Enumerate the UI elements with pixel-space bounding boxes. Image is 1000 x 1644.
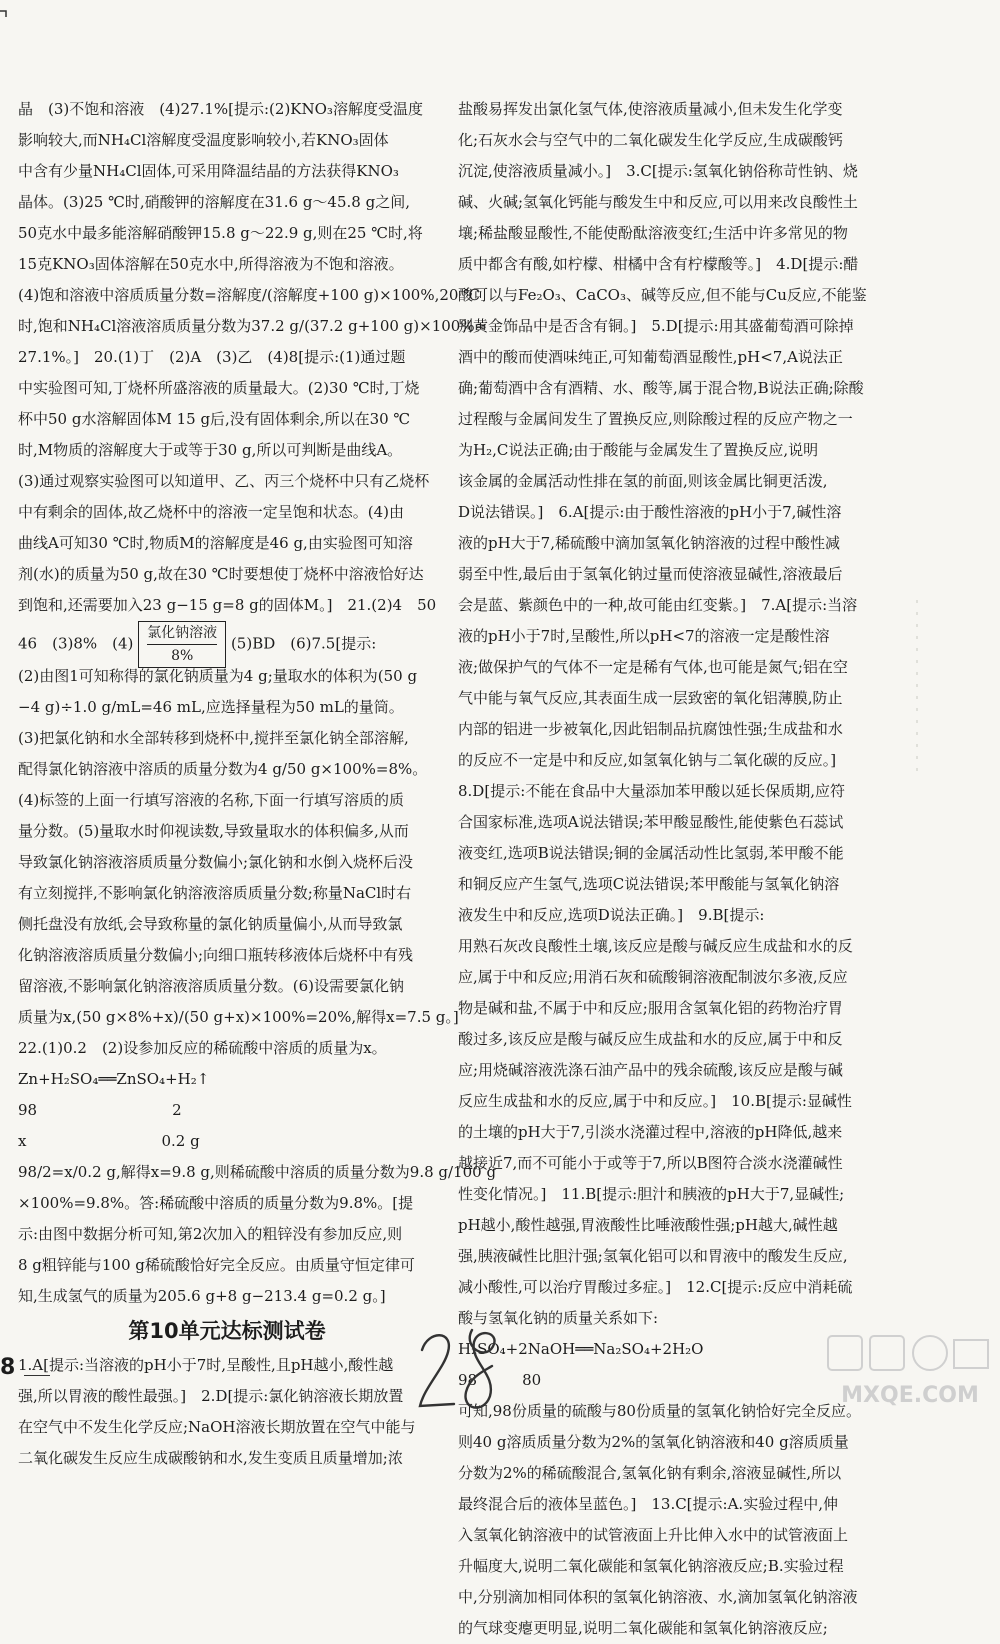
left-text-line: 22.(1)0.2 (2)设参加反应的稀硫酸中溶质的质量为x。 (18, 1039, 387, 1057)
right-text-line: 确;葡萄酒中含有酒精、水、酸等,属于混合物,B说法正确;除酸 (458, 379, 864, 397)
left-text-line: ×100%=9.8%。答:稀硫酸中溶质的质量分数为9.8%。[提 (18, 1194, 414, 1212)
left-text-line: 强,所以胃液的酸性最强。] 2.D[提示:氯化钠溶液长期放置 (18, 1387, 404, 1405)
watermark-text: MXQE.COM (841, 1383, 979, 1408)
left-text-line: (4)标签的上面一行填写溶液的名称,下面一行填写溶质的质 (18, 791, 405, 809)
left-text-line: 杯中50 g水溶解固体M 15 g后,没有固体剩余,所以在30 ℃ (18, 410, 411, 428)
left-text-line: 示:由图中数据分析可知,第2次加入的粗锌没有参加反应,则 (18, 1225, 403, 1243)
left-text-line: 有立刻搅拌,不影响氯化钠溶液溶质质量分数;称量NaCl时右 (18, 884, 412, 902)
right-text-line: 升幅度大,说明二氧化碳能和氢氧化钠溶液反应;B.实验过程 (458, 1557, 844, 1575)
right-text-line: 内部的铝进一步被氧化,因此铝制品抗腐蚀性强;生成盐和水 (458, 720, 843, 738)
right-text-line: 分数为2%的稀硫酸混合,氢氧化钠有剩余,溶液显碱性,所以 (458, 1464, 842, 1482)
left-text-line: 侧托盘没有放纸,会导致称量的氯化钠质量偏小,从而导致氯 (18, 915, 403, 933)
right-text-line: 气中能与氧气反应,其表面生成一层致密的氧化铝薄膜,防止 (458, 689, 843, 707)
left-text-line: 在空气中不发生化学反应;NaOH溶液长期放置在空气中能与 (18, 1418, 416, 1436)
right-text-line: 的气球变瘪更明显,说明二氧化碳能和氢氧化钠溶液反应; (458, 1619, 828, 1637)
right-text-line: 越接近7,而不可能小于或等于7,所以B图符合淡水浇灌碱性 (458, 1154, 843, 1172)
section-heading: 第10单元达标测试卷 (128, 1319, 326, 1343)
left-text-line: 曲线A可知30 ℃时,物质M的溶解度是46 g,由实验图可知溶 (18, 534, 413, 552)
right-text-line: 中,分别滴加相同体积的氢氧化钠溶液、水,滴加氢氧化钠溶液 (458, 1588, 858, 1606)
right-text-line: 减小酸性,可以治疗胃酸过多症。] 12.C[提示:反应中消耗硫 (458, 1278, 853, 1296)
watermark-logo-icon (822, 1330, 998, 1420)
right-text-line: 液的pH小于7时,呈酸性,所以pH<7的溶液一定是酸性溶 (458, 627, 830, 645)
label-line-before: 46 (3)8% (4) (18, 634, 134, 653)
left-text-line: 98 2 (18, 1101, 182, 1119)
left-text-line: 导致氯化钠溶液溶质质量分数偏小;氯化钠和水倒入烧杯后没 (18, 853, 414, 871)
edge-mark-icon (0, 8, 10, 18)
right-text-line: D说法错误。] 6.A[提示:由于酸性溶液的pH小于7,碱性溶 (458, 503, 842, 521)
right-text-line: H₂SO₄+2NaOH══Na₂SO₄+2H₂O (458, 1340, 704, 1358)
right-text-line: 质中都含有酸,如柠檬、柑橘中含有柠檬酸等。] 4.D[提示:醋 (458, 255, 859, 273)
left-text-line: 配得氯化钠溶液中溶质的质量分数为4 g/50 g×100%=8%。 (18, 760, 428, 778)
left-column (18, 94, 497, 1474)
left-text-line: 留溶液,不影响氯化钠溶液溶质质量分数。(6)设需要氯化钠 (18, 977, 405, 995)
right-text-line: 8.D[提示:不能在食品中大量添加苯甲酸以延长保质期,应符 (458, 782, 846, 800)
left-text-line: −4 g)÷1.0 g/mL=46 mL,应选择量程为50 mL的量筒。 (18, 698, 404, 716)
right-text-line: 的反应不一定是中和反应,如氢氧化钠与二氧化碳的反应。] (458, 751, 837, 769)
right-text-line: 沉淀,使溶液质量减小。] 3.C[提示:氢氧化钠俗称苛性钠、烧 (458, 162, 858, 180)
right-text-line: 壤;稀盐酸显酸性,不能使酚酞溶液变红;生活中许多常见的物 (458, 224, 848, 242)
left-text-line: (2)由图1可知称得的氯化钠质量为4 g;量取水的体积为(50 g (18, 667, 418, 685)
left-text-line: 中有剩余的固体,故乙烧杯中的溶液一定呈饱和状态。(4)由 (18, 503, 405, 521)
solution-label-line (18, 621, 436, 664)
right-column (458, 94, 878, 1644)
page-number-rule (24, 1375, 50, 1376)
right-text-line: 用熟石灰改良酸性土壤,该反应是酸与碱反应生成盐和水的反 (458, 937, 853, 955)
right-text-line: 液;做保护气的气体不一定是稀有气体,也可能是氮气;铝在空 (458, 658, 848, 676)
right-text-line: 和铜反应产生氢气,选项C说法错误;苯甲酸能与氢氧化钠溶 (458, 875, 840, 893)
right-text-line: 则40 g溶质质量分数为2%的氢氧化钠溶液和40 g溶质质量 (458, 1433, 849, 1451)
left-text-line: (4)饱和溶液中溶质质量分数=溶解度/(溶解度+100 g)×100%,20 ℃ (18, 286, 480, 304)
page-number: 8 (0, 1355, 16, 1380)
right-text-line: 反应生成盐和水的反应,属于中和反应。] 10.B[提示:显碱性 (458, 1092, 852, 1110)
right-text-line: 应;用烧碱溶液洗涤石油产品中的残余硫酸,该反应是酸与碱 (458, 1061, 843, 1079)
left-text-line: 量分数。(5)量取水时仰视读数,导致量取水的体积偏多,从而 (18, 822, 409, 840)
left-text-line: Zn+H₂SO₄══ZnSO₄+H₂↑ (18, 1070, 210, 1088)
right-text-line: 应,属于中和反应;用消石灰和硫酸铜溶液配制波尔多液,反应 (458, 968, 848, 986)
right-text-line: 98 80 (458, 1371, 542, 1389)
left-text-line: x 0.2 g (18, 1132, 200, 1150)
right-text-line: 酸可以与Fe₂O₃、CaCO₃、碱等反应,但不能与Cu反应,不能鉴 (458, 286, 867, 304)
left-text-line: 剂(水)的质量为50 g,故在30 ℃时要想使丁烧杯中溶液恰好达 (18, 565, 424, 583)
right-text-line: 会是蓝、紫颜色中的一种,故可能由红变紫。] 7.A[提示:当溶 (458, 596, 858, 614)
left-text-line: 8 g粗锌能与100 g稀硫酸恰好完全反应。由质量守恒定律可 (18, 1256, 415, 1274)
right-text-line: 液的pH大于7,稀硫酸中滴加氢氧化钠溶液的过程中酸性减 (458, 534, 840, 552)
right-text-line: 物是碱和盐,不属于中和反应;服用含氢氧化铝的药物治疗胃 (458, 999, 843, 1017)
right-text-line: 入氢氧化钠溶液中的试管液面上升比伸入水中的试管液面上 (458, 1526, 849, 1544)
left-text-line: 时,饱和NH₄Cl溶液溶质质量分数为37.2 g/(37.2 g+100 g)×100%≈ (18, 317, 488, 335)
left-text-line: 到饱和,还需要加入23 g−15 g=8 g的固体M。] 21.(2)4 50 (18, 596, 437, 614)
right-text-line: 为H₂,C说法正确;由于酸能与金属发生了置换反应,说明 (458, 441, 819, 459)
left-text-line: 98/2=x/0.2 g,解得x=9.8 g,则稀硫酸中溶质的质量分数为9.8 g/100 g (18, 1163, 497, 1181)
left-text-line: 时,M物质的溶解度大于或等于30 g,所以可判断是曲线A。 (18, 441, 403, 459)
left-text-line: 影响较大,而NH₄Cl溶解度受温度影响较小,若KNO₃固体 (18, 131, 389, 149)
left-text-line: 二氧化碳发生反应生成碳酸钠和水,发生变质且质量增加;浓 (18, 1449, 403, 1467)
scan-specks-icon (905, 600, 935, 780)
left-text-line: 中实验图可知,丁烧杯所盛溶液的质量最大。(2)30 ℃时,丁烧 (18, 379, 420, 397)
left-text-line: (3)通过观察实验图可以知道甲、乙、丙三个烧杯中只有乙烧杯 (18, 472, 430, 490)
left-text-line: 50克水中最多能溶解硝酸钾15.8 g～22.9 g,则在25 ℃时,将 (18, 224, 423, 242)
left-text-line: 化钠溶液溶质质量分数偏小;向细口瓶转移液体后烧杯中有残 (18, 946, 414, 964)
right-text-line: 化;石灰水会与空气中的二氧化碳发生化学反应,生成碳酸钙 (458, 131, 843, 149)
label-box-fraction: 8% (171, 648, 194, 664)
right-text-line: 酒中的酸而使酒味纯正,可知葡萄酒显酸性,pH<7,A说法正 (458, 348, 843, 366)
left-text-line: 知,生成氢气的质量为205.6 g+8 g−213.4 g=0.2 g。] (18, 1287, 386, 1305)
left-text-line: 1.A[提示:当溶液的pH小于7时,呈酸性,且pH越小,酸性越 (18, 1356, 394, 1374)
right-text-line: 强,胰液碱性比胆汁强;氢氧化铝可以和胃液中的酸发生反应, (458, 1247, 848, 1265)
right-text-line: 酸过多,该反应是酸与碱反应生成盐和水的反应,属于中和反 (458, 1030, 843, 1048)
left-text-line: 质量为x,(50 g×8%+x)/(50 g+x)×100%=20%,解得x=7.5 g。] (18, 1008, 459, 1026)
left-text-line: 晶体。(3)25 ℃时,硝酸钾的溶解度在31.6 g～45.8 g之间, (18, 193, 410, 211)
left-text-line: 中含有少量NH₄Cl固体,可采用降温结晶的方法获得KNO₃ (18, 162, 399, 180)
right-text-line: 酸与氢氧化钠的质量关系如下: (458, 1309, 659, 1327)
left-text-line: 晶 (3)不饱和溶液 (4)27.1%[提示:(2)KNO₃溶解度受温度 (18, 100, 423, 118)
right-text-line: 的土壤的pH大于7,引淡水浇灌过程中,溶液的pH降低,越来 (458, 1123, 843, 1141)
right-text-line: 别黄金饰品中是否含有铜。] 5.D[提示:用其盛葡萄酒可除掉 (458, 317, 854, 335)
left-text-line: 27.1%。] 20.(1)丁 (2)A (3)乙 (4)8[提示:(1)通过题 (18, 348, 406, 366)
right-text-line: 性变化情况。] 11.B[提示:胆汁和胰液的pH大于7,显碱性; (458, 1185, 845, 1203)
right-text-line: 碱、火碱;氢氧化钙能与酸发生中和反应,可以用来改良酸性土 (458, 193, 858, 211)
right-text-line: 盐酸易挥发出氯化氢气体,使溶液质量减小,但未发生化学变 (458, 100, 843, 118)
right-text-line: 过程酸与金属间发生了置换反应,则除酸过程的反应产物之一 (458, 410, 853, 428)
right-text-line: 液变红,选项B说法错误;铜的金属活动性比氢弱,苯甲酸不能 (458, 844, 844, 862)
label-line-after: (5)BD (6)7.5[提示: (230, 634, 377, 653)
right-text-line: 合国家标准,选项A说法错误;苯甲酸显酸性,能使紫色石蕊试 (458, 813, 844, 831)
left-text-line: (3)把氯化钠和水全部转移到烧杯中,搅拌至氯化钠全部溶解, (18, 729, 409, 747)
right-text-line: 液发生中和反应,选项D说法正确。] 9.B[提示: (458, 906, 765, 924)
right-text-line: 弱至中性,最后由于氢氧化钠过量而使溶液显碱性,溶液最后 (458, 565, 843, 583)
label-box-name: 氯化钠溶液 (147, 622, 217, 645)
right-text-line: pH越小,酸性越强,胃液酸性比唾液酸性强;pH越大,碱性越 (458, 1216, 838, 1234)
left-text-line: 15克KNO₃固体溶解在50克水中,所得溶液为不饱和溶液。 (18, 255, 404, 273)
right-text-line: 最终混合后的液体呈蓝色。] 13.C[提示:A.实验过程中,伸 (458, 1495, 838, 1513)
right-text-line: 该金属的金属活动性排在氢的前面,则该金属比铜更活泼, (458, 472, 828, 490)
handwritten-note-icon (414, 1322, 504, 1422)
right-text-line: 可知,98份质量的硫酸与80份质量的氢氧化钠恰好完全反应。 (458, 1402, 861, 1420)
